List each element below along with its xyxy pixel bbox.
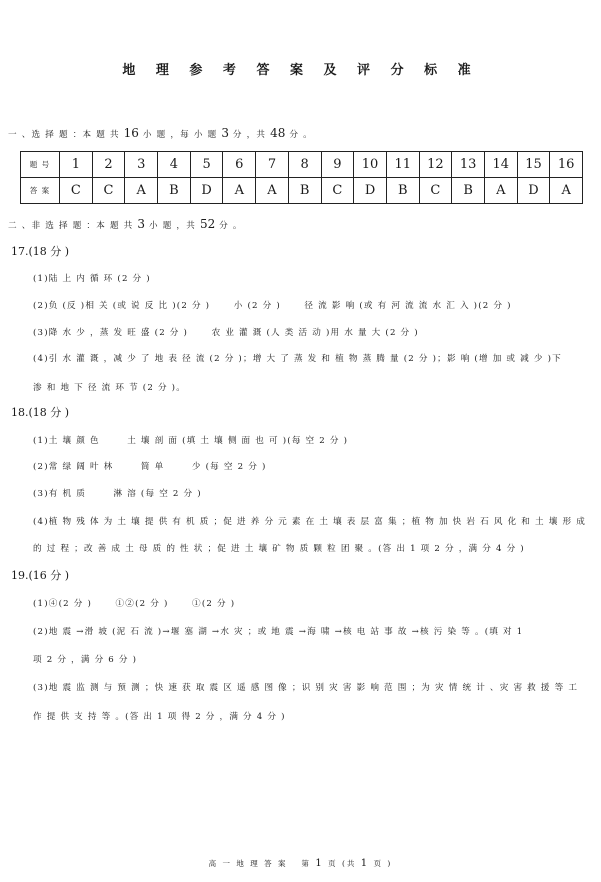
answer-cell: B: [288, 178, 321, 204]
answer-row: [21, 178, 583, 204]
section2-count: 3: [137, 217, 146, 231]
answer-cell: B: [158, 178, 191, 204]
answer-cell: A: [125, 178, 158, 204]
q19-part2: (2)地 震 →滑 坡 (泥 石 流 )→堰 塞 湖 →水 灾 ；或 地 震 →海 啸 →核 电 站 事 故 →核 污 染 等 。(填 对 1: [33, 627, 524, 637]
question-number-cell: 3: [125, 152, 158, 178]
section1-points-each: 3: [221, 126, 229, 140]
q17-part4: (4)引 水 灌 溉 ，减 少 了 地 表 径 流 (2 分 )；增 大 了 蒸 发 和 植 物 蒸 腾 量 (2 分 )；影 响 (增 加 或 减 少 )下: [33, 354, 562, 364]
question-number-cell: 5: [190, 152, 223, 178]
answer-cell: D: [354, 178, 387, 204]
question-number-label: 题 号: [21, 152, 60, 178]
q17-heading: 17.(18 分 ): [11, 245, 70, 258]
section1-intro: [8, 126, 313, 140]
q18-part4: (4)植 物 残 体 为 土 壤 提 供 有 机 质 ；促 进 养 分 元 素 在 土 壤 表 层 富 集 ；植 物 加 快 岩 石 风 化 和 土 壤 形 成: [33, 517, 586, 527]
answer-cell: B: [386, 178, 419, 204]
section2-intro-b: 小 题 ，共: [145, 221, 200, 231]
question-number-cell: 9: [321, 152, 354, 178]
q17-part1: (1)陆 上 内 循 环 (2 分 ): [33, 274, 151, 284]
footer-c: 页 ): [369, 859, 393, 868]
q17-part4-cont: 渗 和 地 下 径 流 环 节 (2 分 )。: [33, 383, 187, 393]
answer-label: 答 案: [21, 178, 60, 204]
q17-part3: (3)降 水 少 ，蒸 发 旺 盛 (2 分 ) 农 业 灌 溉 (人 类 活 动 )用 水 量 大 (2 分 ): [33, 328, 419, 338]
question-number-cell: 2: [92, 152, 125, 178]
question-number-cell: 7: [256, 152, 289, 178]
section2-total: 52: [199, 217, 216, 231]
page-title: 地 理 参 考 答 案 及 评 分 标 准: [122, 63, 479, 78]
q19-heading: 19.(16 分 ): [11, 569, 70, 582]
q18-part1: (1)土 壤 颜 色 土 壤 剖 面 (填 土 壤 侧 面 也 可 )(每 空 2 分 ): [33, 436, 349, 446]
question-number-row: [21, 152, 583, 178]
q19-part1: (1)④(2 分 ) ①②(2 分 ) ①(2 分 ): [33, 599, 236, 609]
answer-cell: C: [60, 178, 93, 204]
q19-part3: (3)地 震 监 测 与 预 测 ；快 速 获 取 震 区 遥 感 图 像 ；识 别 灾 害 影 响 范 围 ；为 灾 情 统 计 、灾 害 救 援 等 工: [33, 683, 579, 693]
section1-total: 48: [270, 126, 286, 140]
answer-cell: D: [190, 178, 223, 204]
section1-intro-c: 分 ，共: [228, 130, 271, 140]
question-number-cell: 10: [354, 152, 387, 178]
question-number-cell: 13: [452, 152, 485, 178]
q18-part4-cont: 的 过 程 ；改 善 成 土 母 质 的 性 状 ；促 进 土 壤 矿 物 质 颗 粒 团 聚 。(答 出 1 项 2 分 ，满 分 4 分 ): [33, 544, 525, 554]
q18-part2: (2)常 绿 阔 叶 林 简 单 少 (每 空 2 分 ): [33, 462, 267, 472]
answer-cell: A: [550, 178, 583, 204]
footer-page: 1: [315, 858, 324, 869]
question-number-cell: 14: [484, 152, 517, 178]
question-number-cell: 12: [419, 152, 452, 178]
answer-cell: C: [419, 178, 452, 204]
answer-cell: B: [452, 178, 485, 204]
q18-heading: 18.(18 分 ): [11, 406, 70, 419]
q19-part2-cont: 项 2 分 ，满 分 6 分 ): [33, 655, 138, 665]
question-number-cell: 8: [288, 152, 321, 178]
answer-cell: C: [92, 178, 125, 204]
question-number-cell: 1: [60, 152, 93, 178]
footer-a: 高 一 地 理 答 案 第: [208, 859, 316, 868]
answer-table: [20, 151, 583, 204]
answer-cell: C: [321, 178, 354, 204]
q19-part3-cont: 作 提 供 支 持 等 。(答 出 1 项 得 2 分 ，满 分 4 分 ): [33, 712, 286, 722]
question-number-cell: 4: [158, 152, 191, 178]
section2-intro: [8, 217, 243, 231]
footer-b: 页 (共: [323, 859, 361, 868]
section1-count: 16: [123, 126, 139, 140]
footer-total: 1: [360, 858, 370, 869]
answer-cell: A: [256, 178, 289, 204]
question-number-cell: 6: [223, 152, 256, 178]
question-number-cell: 16: [550, 152, 583, 178]
q17-part2: (2)负 (反 )相 关 (或 说 反 比 )(2 分 ) 小 (2 分 ) 径 流 影 响 (或 有 河 流 流 水 汇 入 )(2 分 ): [33, 301, 512, 311]
section1-intro-a: 一 、选 择 题 ：本 题 共: [8, 130, 124, 140]
answer-cell: A: [223, 178, 256, 204]
section1-intro-b: 小 题 ，每 小 题: [138, 130, 222, 140]
section1-intro-d: 分 。: [285, 130, 313, 140]
section2-intro-c: 分 。: [215, 221, 243, 231]
q18-part3: (3)有 机 质 淋 溶 (每 空 2 分 ): [33, 489, 202, 499]
section2-intro-a: 二 、非 选 择 题 ：本 题 共: [8, 221, 138, 231]
question-number-cell: 15: [517, 152, 550, 178]
answer-cell: D: [517, 178, 550, 204]
answer-cell: A: [484, 178, 517, 204]
question-number-cell: 11: [386, 152, 419, 178]
page-footer: [0, 858, 601, 869]
